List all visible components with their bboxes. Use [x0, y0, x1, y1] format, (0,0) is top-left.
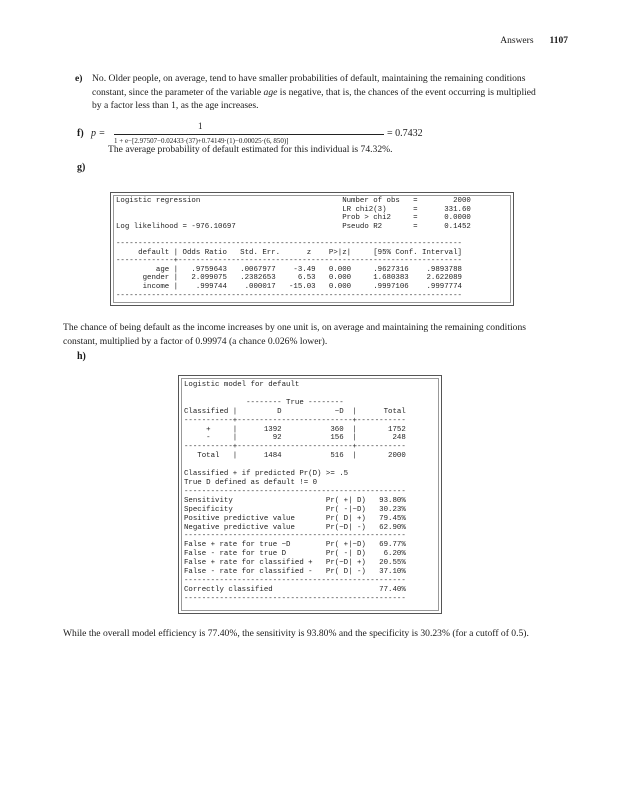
output-line: Negative predictive value Pr(~D| -) 62.90%: [184, 523, 406, 532]
output-line: Correctly classified 77.40%: [184, 585, 406, 594]
output-line: False + rate for classified + Pr(~D| +) 20.55%: [184, 559, 406, 568]
output-line: Classified | D ~D | Total: [184, 407, 406, 416]
answer-e-text1: No. Older people, on average, tend to have smaller probabilities of default, maintaining the remaining conditions: [92, 73, 526, 84]
formula-numerator: 1: [198, 121, 203, 131]
output-line: False - rate for classified - Pr( D| -) 37.10%: [184, 568, 406, 577]
output-line: -------- True --------: [184, 398, 344, 407]
output-line: LR chi2(3) = 331.60: [116, 205, 471, 214]
section-title: Answers: [500, 36, 534, 46]
output-line: ------------------------------------------------------------------------------: [116, 239, 462, 248]
output-line: Positive predictive value Pr( D| +) 79.45%: [184, 514, 406, 523]
output-line: + | 1392 360 | 1752: [184, 425, 406, 434]
output-line: --------------------------------------------------: [184, 487, 406, 496]
output-line: - | 92 156 | 248: [184, 434, 406, 443]
answer-e-text2b: is negative, that is, the chances of the event occurring is multiplied: [277, 86, 536, 98]
output-line: ------------------------------------------------------------------------------: [116, 291, 462, 300]
output-line: Sensitivity Pr( +| D) 93.80%: [184, 496, 406, 505]
output-line: -------------+----------------------------------------------------------------: [116, 257, 462, 266]
classification-output: [184, 381, 406, 604]
output-line: --------------------------------------------------: [184, 532, 406, 541]
output-line: False + rate for true ~D Pr( +|~D) 69.77%: [184, 541, 406, 550]
output-line: False - rate for true D Pr( -| D) 6.20%: [184, 550, 406, 559]
answer-e-line3: by a factor less than 1, as the age increases.: [92, 100, 259, 112]
output-line: -----------+--------------------------+-----------: [184, 443, 406, 452]
answer-h-conclusion: While the overall model efficiency is 77.40%, the sensitivity is 93.80% and the specificity is 30.23% (for a cutoff of 0.5).: [63, 628, 529, 639]
output-line: --------------------------------------------------: [184, 576, 406, 585]
answer-g-conclusion: [63, 321, 568, 348]
regression-output: [116, 197, 471, 300]
page-number: 1107: [549, 36, 568, 46]
fraction-bar: [114, 134, 384, 135]
output-line: Log likelihood = -976.10697 Pseudo R2 = 0.1452: [116, 222, 471, 231]
answer-e-line1: [75, 72, 567, 86]
answer-h-label: h): [77, 351, 86, 362]
answer-g-conclusion-line2: constant, multiplied by a factor of 0.99974 (a chance 0.026% lower).: [63, 335, 328, 347]
variable-age: age: [263, 86, 278, 98]
output-line: age | .9759643 .0067977 -3.49 0.000 .9627316 .9893788: [116, 265, 462, 274]
answer-e-label: e): [75, 73, 83, 84]
output-line: Total | 1484 516 | 2000: [184, 452, 406, 461]
regression-output-box: [110, 192, 514, 306]
output-line: True D defined as default != 0: [184, 478, 318, 487]
answer-g-conclusion-line1: The chance of being default as the income increases by one unit is, on average and maintaining the remaining conditions: [63, 322, 527, 333]
answer-e: [75, 72, 567, 113]
output-line: Logistic model for default: [184, 381, 300, 389]
output-line: Logistic regression Number of obs = 2000: [116, 197, 471, 205]
answer-f-label: f): [77, 128, 84, 139]
answer-f-note: The average probability of default estimated for this individual is 74.32%.: [108, 144, 393, 155]
classification-output-box: [178, 375, 442, 614]
output-line: income | .999744 .000017 -15.03 0.000 .9997106 .9997774: [116, 282, 462, 291]
output-line: default | Odds Ratio Std. Err. z P>|z| [95% Conf. Interval]: [116, 248, 462, 257]
output-line: Specificity Pr( -|~D) 30.23%: [184, 505, 406, 514]
formula-p: p =: [91, 128, 106, 139]
output-line: gender | 2.099075 .2382653 6.53 0.000 1.680383 2.622089: [116, 274, 462, 283]
output-line: -----------+--------------------------+-----------: [184, 416, 406, 425]
running-header: [500, 36, 568, 46]
output-line: --------------------------------------------------: [184, 594, 406, 603]
output-line: Prob > chi2 = 0.0000: [116, 214, 471, 223]
output-line: Classified + if predicted Pr(D) >= .5: [184, 470, 349, 479]
formula-denominator: 1 + e−[2.97507−0.02433·(37)+0.74149·(1)−0.00025·(6, 850)]: [114, 137, 289, 145]
answer-e-line2: [75, 86, 567, 100]
formula-result: = 0.7432: [387, 128, 423, 139]
answer-g-label: g): [77, 162, 86, 173]
answer-e-text2a: constant, since the parameter of the variable: [92, 86, 264, 98]
